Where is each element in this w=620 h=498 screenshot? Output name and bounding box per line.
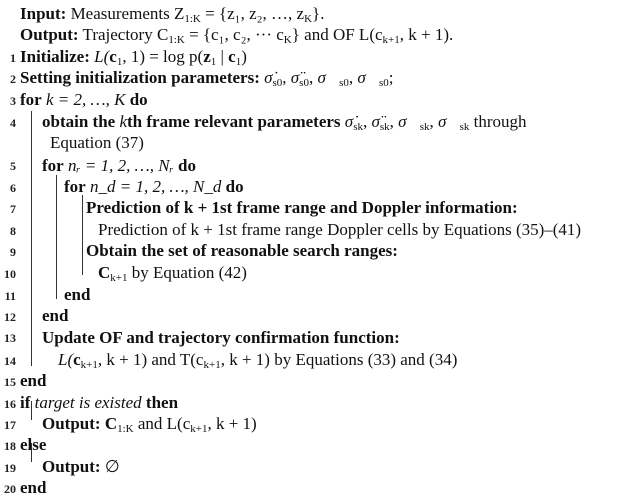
line-setting-parameters: Setting initialization parameters: $\sigmȧ_{s0}$, $\sigmä_{s0}$, $\sigma⃛_{s0}$, $\sigma⃜_{s0}$; [20, 68, 394, 90]
line-for-nr: for nᵣ = 1, 2, …, Nᵣ do [42, 155, 196, 175]
algorithm-output: Output: Trajectory $C_{1:K} = \{c_1$, c₂, ··· $c_K$} and OF $L(c_{k+1}$, k + 1). [20, 25, 454, 47]
line-if-target: if target is existed then [20, 392, 179, 412]
line-number: 2 [10, 71, 16, 86]
algorithm-input: Input: Measurements $Z_{1:K} = \{z_1$, z₂, …, $z_K$}. [20, 3, 325, 25]
line-number: 16 [4, 396, 16, 411]
for-nd-block-bar [82, 195, 83, 275]
line-number: 6 [10, 180, 16, 195]
line-number: 3 [10, 94, 16, 109]
line-number: 4 [10, 115, 16, 130]
line-of-equations: $L(c_{k+1}$, k + 1) and $T(c_{k+1}$, k + 1) by Equations (33) and (34) [58, 349, 458, 371]
line-update-of: Update OF and trajectory confirmation function: [42, 327, 400, 347]
line-end-nr: end [42, 306, 69, 326]
line-else: else [20, 435, 47, 455]
line-for-k: for k = 2, …, K do [20, 90, 148, 110]
line-number: 9 [10, 244, 16, 259]
for-nr-block-bar [56, 175, 57, 299]
line-number: 11 [4, 288, 16, 303]
line-number: 10 [4, 267, 16, 282]
line-number: 17 [4, 417, 16, 432]
line-c-hat: ˆ $C_{k+1}$ by Equation (42) [98, 263, 247, 283]
line-number: 14 [4, 353, 16, 368]
line-number: 1 [10, 50, 16, 65]
line-end-if: end [20, 478, 47, 498]
line-number: 19 [4, 460, 16, 475]
line-output-empty: Output: ∅ [42, 456, 120, 476]
line-number: 18 [4, 439, 16, 454]
line-number: 12 [4, 310, 16, 325]
line-end-for-k: end [20, 371, 47, 391]
line-initialize: Initialize: $L(c_1$, $1) = \log p(z_1$ | $c_1$) [20, 46, 247, 68]
line-equation-37: Equation (37) [50, 133, 144, 153]
line-obtain-search-ranges: Obtain the set of reasonable search ranges: [86, 241, 398, 261]
line-number: 15 [4, 375, 16, 390]
line-prediction-heading: Prediction of k + 1st frame range and Doppler information: [86, 198, 518, 218]
line-number: 5 [10, 159, 16, 174]
line-output-trajectory: Output: $C_{1:K}$ and $L(c_{k+1}$, k + 1) [42, 414, 257, 436]
line-end-nd: end [64, 284, 91, 304]
line-number: 8 [10, 223, 16, 238]
line-number: 7 [10, 202, 16, 217]
line-number: 20 [4, 482, 16, 497]
line-prediction-cells: Prediction of k + 1st frame range Doppler cells by Equations (35)–(41) [98, 219, 582, 239]
for-k-block-bar [31, 111, 32, 367]
line-obtain-parameters: obtain the kth frame relevant parameters $\sigmȧ_{sk}$, $\sigmä_{sk}$, $\sigma⃛_{sk}$, $\sigma⃜_{sk}$ through [42, 111, 527, 133]
line-number: 13 [4, 331, 16, 346]
line-for-nd: for n_d = 1, 2, …, N_d do [64, 176, 244, 196]
